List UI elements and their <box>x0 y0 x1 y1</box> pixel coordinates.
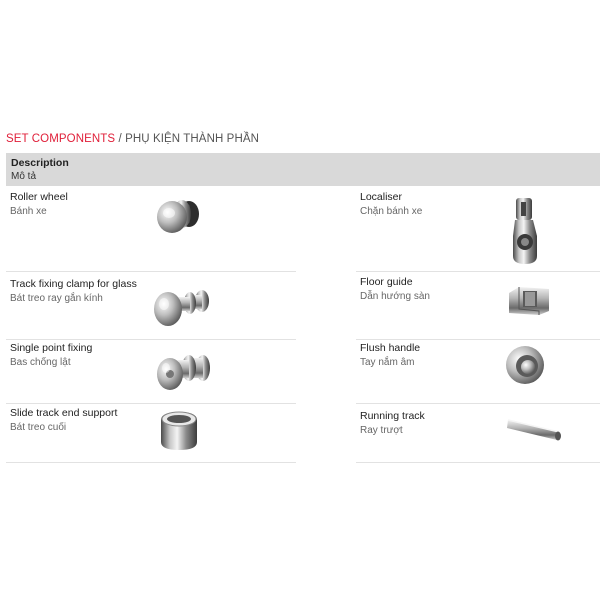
component-name: Localiser <box>360 191 403 203</box>
component-name-vi: Tay nắm âm <box>360 357 415 368</box>
component-item <box>360 191 422 218</box>
row-divider <box>6 339 296 340</box>
row-divider <box>356 462 600 463</box>
component-name: Track fixing clamp for glass <box>10 278 137 290</box>
component-name-vi: Dẫn hướng sàn <box>360 291 430 302</box>
component-item <box>10 407 117 434</box>
row-divider <box>6 403 296 404</box>
localiser-icon <box>505 196 545 268</box>
point-fixing-icon <box>153 348 215 394</box>
component-item <box>360 410 425 437</box>
track-clamp-icon <box>152 285 214 329</box>
component-item <box>360 276 430 303</box>
description-label: Description <box>11 157 69 169</box>
floor-guide-icon <box>505 283 553 319</box>
roller-wheel-icon <box>153 196 205 238</box>
component-name-vi: Bánh xe <box>10 206 47 217</box>
component-item <box>10 191 68 218</box>
running-track-icon <box>505 414 563 444</box>
component-name-vi: Ray trượt <box>360 425 403 436</box>
component-name-vi: Bát treo ray gắn kính <box>10 293 103 304</box>
section-title-separator: / <box>115 133 126 145</box>
component-name: Roller wheel <box>10 191 68 203</box>
row-divider <box>6 271 296 272</box>
component-item <box>360 342 420 369</box>
description-label-vi: Mô tả <box>11 171 37 182</box>
component-name: Floor guide <box>360 276 413 288</box>
row-divider <box>356 403 600 404</box>
component-name: Flush handle <box>360 342 421 354</box>
component-name: Single point fixing <box>10 342 93 354</box>
section-title-vi: PHỤ KIỆN THÀNH PHẦN <box>125 133 260 145</box>
description-header <box>6 153 600 186</box>
component-item <box>10 278 137 305</box>
row-divider <box>6 462 296 463</box>
component-name-vi: Chặn bánh xe <box>360 206 423 217</box>
component-name-vi: Bas chống lật <box>10 357 71 368</box>
flush-handle-icon <box>502 342 548 388</box>
row-divider <box>356 339 600 340</box>
end-support-icon <box>157 408 203 454</box>
component-name: Slide track end support <box>10 407 118 419</box>
component-name-vi: Bát treo cuối <box>10 422 67 433</box>
section-title <box>6 133 259 145</box>
row-divider <box>356 271 600 272</box>
component-name: Running track <box>360 410 425 422</box>
section-title-en: SET COMPONENTS <box>6 133 116 145</box>
component-item <box>10 342 92 369</box>
